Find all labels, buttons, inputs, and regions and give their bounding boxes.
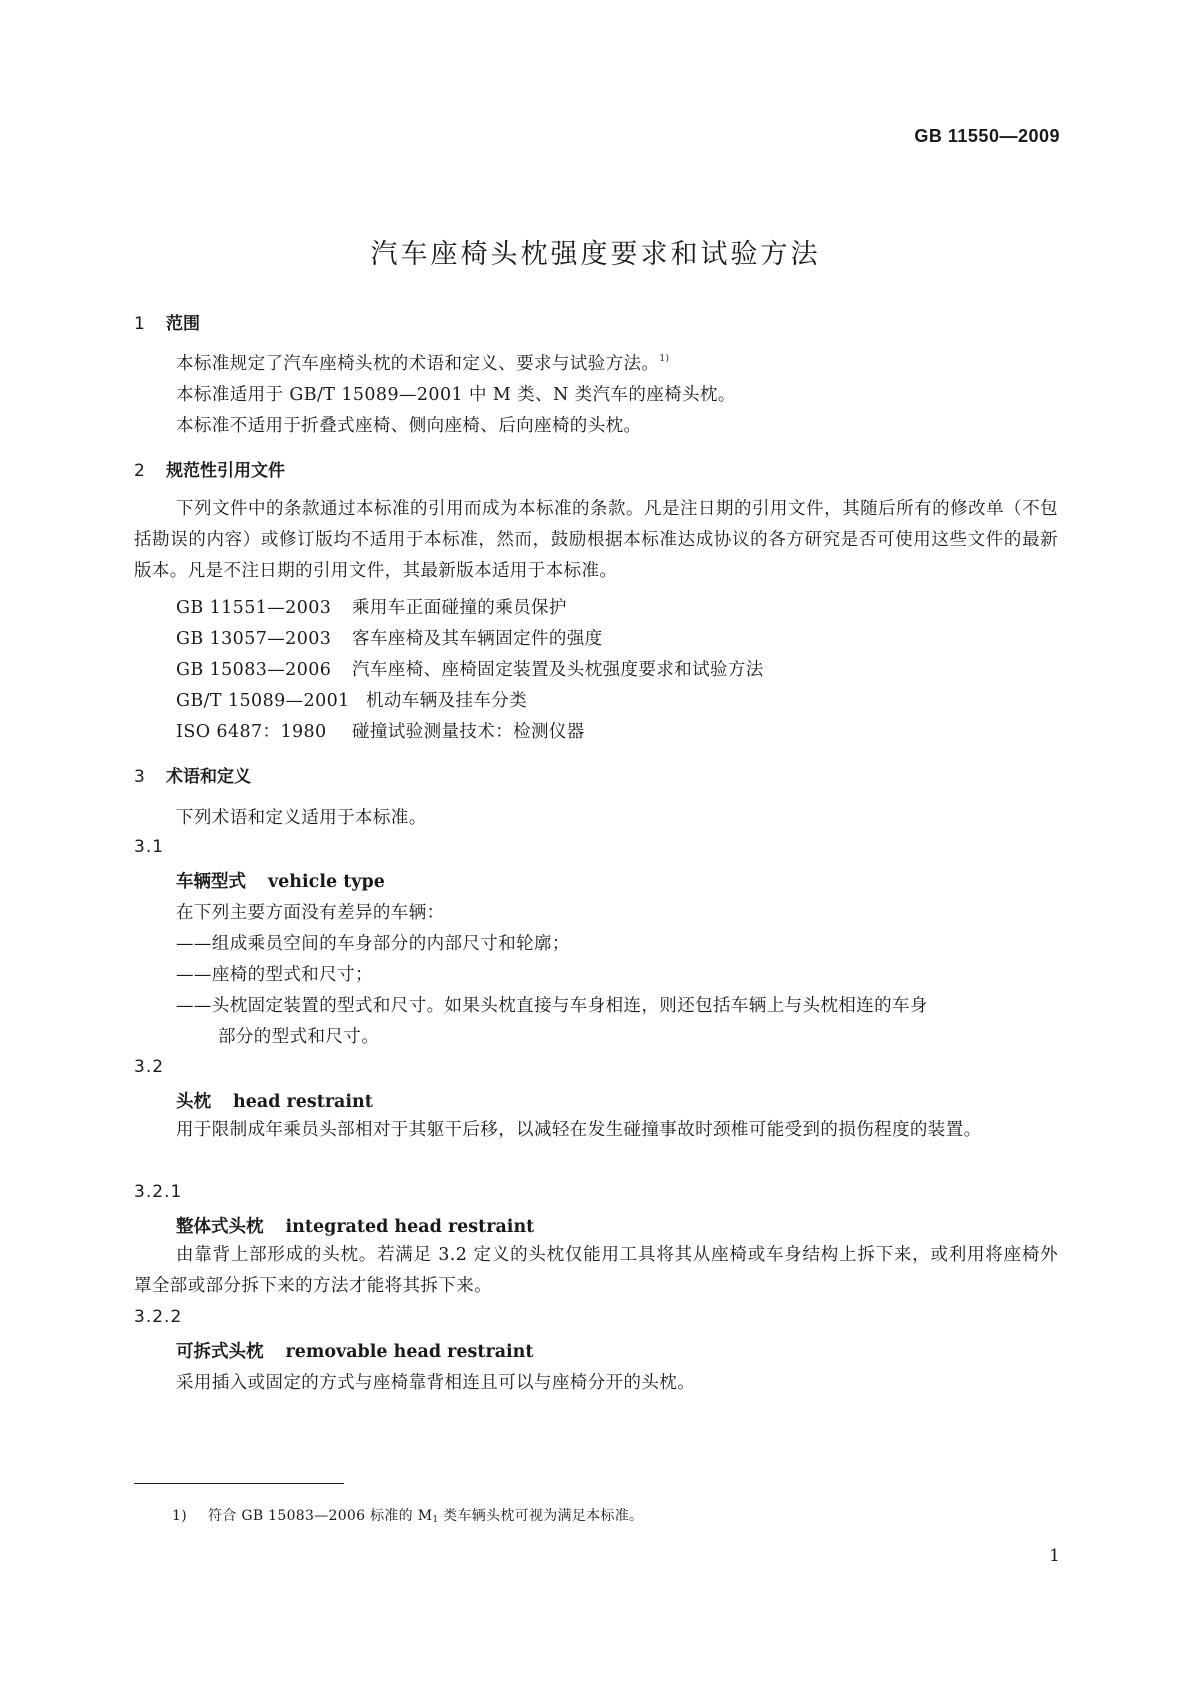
section-1-heading [134, 309, 200, 334]
reference-code: GB 13057—2003 [176, 629, 332, 649]
reference-item [176, 718, 585, 743]
reference-title: 汽车座椅、座椅固定装置及头枕强度要求和试验方法 [352, 660, 764, 680]
section-3-heading [134, 762, 251, 787]
list-item: ——座椅的型式和尺寸； [176, 965, 373, 985]
scope-paragraph-2: 本标准适用于 GB/T 15089—2001 中 M 类、N 类汽车的座椅头枕。 [176, 385, 736, 405]
reference-title: 机动车辆及挂车分类 [366, 691, 528, 711]
term-definition: 用于限制成年乘员头部相对于其躯干后移，以减轻在发生碰撞事故时颈椎可能受到的损伤程度的装置。 [176, 1120, 982, 1140]
term-definition: 采用插入或固定的方式与座椅靠背相连且可以与座椅分开的头枕。 [176, 1373, 696, 1393]
section-title: 范围 [166, 314, 200, 334]
term-definition: 在下列主要方面没有差异的车辆： [176, 903, 445, 923]
paragraph-text: 本标准规定了汽车座椅头枕的术语和定义、要求与试验方法。 [176, 354, 660, 374]
reference-item [176, 594, 567, 619]
term-english: vehicle type [268, 872, 385, 892]
reference-code: ISO 6487：1980 [176, 722, 327, 742]
scope-paragraph-1 [176, 350, 669, 375]
clause-number: 3.1 [134, 837, 165, 857]
page-number: 1 [1049, 1546, 1060, 1566]
footnote-reference: 1) [659, 354, 670, 364]
term-chinese: 整体式头枕 [176, 1217, 264, 1237]
section-number: 3 [134, 767, 145, 787]
term-chinese: 可拆式头枕 [176, 1342, 264, 1362]
footnote-divider [134, 1483, 344, 1484]
term-entry [176, 1213, 534, 1238]
section-2-heading [134, 456, 285, 481]
scope-paragraph-3: 本标准不适用于折叠式座椅、侧向座椅、后向座椅的头枕。 [176, 416, 642, 436]
reference-title: 碰撞试验测量技术：检测仪器 [352, 722, 585, 742]
list-item: ——头枕固定装置的型式和尺寸。如果头枕直接与车身相连，则还包括车辆上与头枕相连的车身 [176, 996, 928, 1016]
reference-code: GB/T 15089—2001 [176, 691, 350, 711]
section-title: 术语和定义 [166, 767, 251, 787]
term-definition: 由靠背上部形成的头枕。若满足 3.2 定义的头枕仅能用工具将其从座椅或车身结构上拆下来，或利用将座椅外罩全部或部分拆下来的方法才能将其拆下来。 [134, 1245, 1058, 1296]
list-item-continuation: 部分的型式和尺寸。 [218, 1027, 380, 1047]
section-title: 规范性引用文件 [166, 461, 285, 481]
footnote-text-a: 符合 GB 15083—2006 标准的 M [208, 1508, 433, 1524]
term-entry [176, 1088, 373, 1113]
term-chinese: 头枕 [176, 1092, 211, 1112]
list-item: ——组成乘员空间的车身部分的内部尺寸和轮廓； [176, 934, 570, 954]
footnote-mark: 1) [172, 1508, 187, 1524]
term-entry [176, 868, 385, 893]
reference-item [176, 656, 764, 681]
section-number: 1 [134, 314, 145, 334]
reference-title: 客车座椅及其车辆固定件的强度 [352, 629, 603, 649]
clause-number: 3.2.1 [134, 1182, 183, 1202]
term-entry [176, 1338, 534, 1363]
term-english: integrated head restraint [285, 1217, 535, 1237]
reference-item [176, 625, 603, 650]
reference-code: GB 15083—2006 [176, 660, 332, 680]
clause-number: 3.2.2 [134, 1307, 183, 1327]
normative-references-intro: 下列文件中的条款通过本标准的引用而成为本标准的条款。凡是注日期的引用文件，其随后所有的修改单（不包括勘误的内容）或修订版均不适用于本标准，然而，鼓励根据本标准达成协议的各方研究是否可使用这些文件的最新版本。凡是不注日期的引用文件，其最新版本适用于本标准。 [134, 499, 1058, 581]
reference-code: GB 11551—2003 [176, 598, 332, 618]
footnote-subscript: 1 [432, 1515, 439, 1525]
term-chinese: 车辆型式 [176, 872, 246, 892]
clause-number: 3.2 [134, 1057, 165, 1077]
reference-item [176, 687, 527, 712]
footnote [172, 1505, 643, 1525]
term-english: head restraint [233, 1092, 373, 1112]
document-title: 汽车座椅头枕强度要求和试验方法 [370, 239, 821, 270]
footnote-text-b: 类车辆头枕可视为满足本标准。 [438, 1508, 644, 1524]
term-english: removable head restraint [285, 1342, 534, 1362]
terms-intro: 下列术语和定义适用于本标准。 [176, 808, 427, 828]
standard-number: GB 11550—2009 [914, 126, 1060, 146]
reference-title: 乘用车正面碰撞的乘员保护 [352, 598, 567, 618]
section-number: 2 [134, 461, 145, 481]
